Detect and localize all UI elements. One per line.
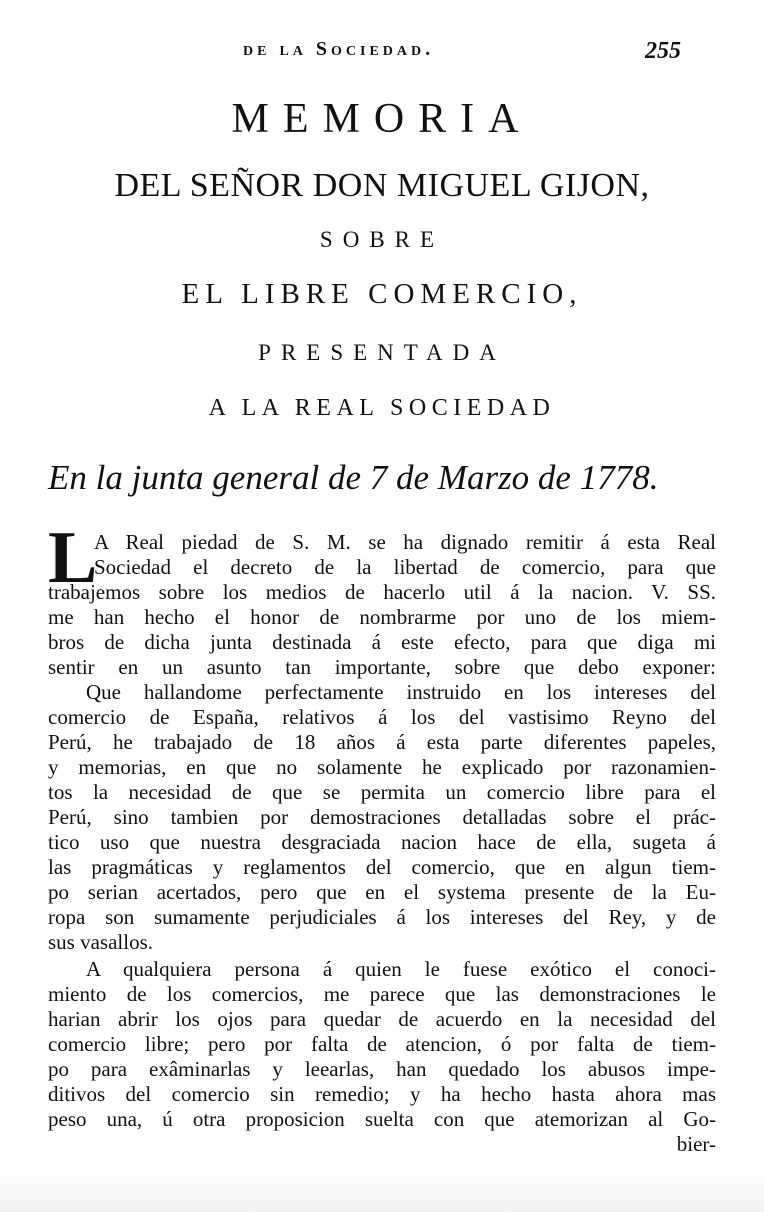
drop-cap: L bbox=[48, 517, 98, 599]
text-line: po serian acertados, pero que en el systema presente de la Eu- bbox=[48, 880, 716, 904]
title-sobre: SOBRE bbox=[319, 227, 445, 252]
text-line: comercio de España, relativos á los del vastisimo Reyno del bbox=[48, 705, 716, 729]
text-line: A qualquiera persona á quien le fuese exótico el conoci- bbox=[86, 957, 716, 981]
text-line: Sociedad el decreto de la libertad de comercio, para que bbox=[94, 555, 716, 579]
text-line: trabajemos sobre los medios de hacerlo util á la nacion. V. SS. bbox=[48, 580, 716, 604]
text-line: comercio libre; pero por falta de atencion, ó por falta de tiem- bbox=[48, 1032, 716, 1056]
text-line: me han hecho el honor de nombrarme por uno de los miem- bbox=[48, 605, 716, 629]
text-line: Perú, sino tambien por demostraciones detalladas sobre el prác- bbox=[48, 805, 716, 829]
text-line: ditivos del comercio sin remedio; y ha hecho hasta ahora mas bbox=[48, 1082, 716, 1106]
text-line: bros de dicha junta destinada á este efecto, para que diga mi bbox=[48, 630, 716, 654]
meeting-date-line: En la junta general de 7 de Marzo de 1778. bbox=[48, 458, 659, 497]
title-subject: EL LIBRE COMERCIO, bbox=[181, 278, 583, 310]
text-line: tico uso que nuestra desgraciada nacion hace de ella, sugeta á bbox=[48, 830, 716, 854]
text-line: sus vasallos. bbox=[48, 930, 153, 954]
text-line: ropa son sumamente perjudiciales á los intereses del Rey, y de bbox=[48, 905, 716, 929]
title-author: DEL SEÑOR DON MIGUEL GIJON, bbox=[114, 167, 650, 204]
running-head bbox=[0, 38, 764, 68]
text-line: las pragmáticas y reglamentos del comercio, que en algun tiem- bbox=[48, 855, 716, 879]
page-number: 255 bbox=[645, 38, 681, 64]
text-line: miento de los comercios, me parece que las demonstraciones le bbox=[48, 982, 716, 1006]
running-head-title: de la Sociedad. bbox=[243, 38, 435, 60]
text-line: po para exâminarlas y leearlas, han quedado los abusos impe- bbox=[48, 1057, 716, 1081]
title-presentada: PRESENTADA bbox=[258, 340, 506, 365]
text-line: peso una, ú otra proposicion suelta con que atemorizan al Go- bbox=[48, 1107, 716, 1131]
title-memoria: MEMORIA bbox=[231, 96, 533, 142]
text-line: Que hallandome perfectamente instruido en los intereses del bbox=[86, 680, 716, 704]
text-line: tos la necesidad de que se permita un comercio libre para el bbox=[48, 780, 716, 804]
page-bottom-shade bbox=[0, 1168, 764, 1212]
title-society: A LA REAL SOCIEDAD bbox=[208, 395, 556, 421]
text-line: A Real piedad de S. M. se ha dignado remitir á esta Real bbox=[94, 530, 716, 554]
text-line: sentir en un asunto tan importante, sobre que debo exponer: bbox=[48, 655, 716, 679]
text-line: harian abrir los ojos para quedar de acuerdo en la necesidad del bbox=[48, 1007, 716, 1031]
text-line: y memorias, en que no solamente he explicado por razonamien- bbox=[48, 755, 716, 779]
text-line: Perú, he trabajado de 18 años á esta parte diferentes papeles, bbox=[48, 730, 716, 754]
catchword: bier- bbox=[676, 1132, 716, 1156]
